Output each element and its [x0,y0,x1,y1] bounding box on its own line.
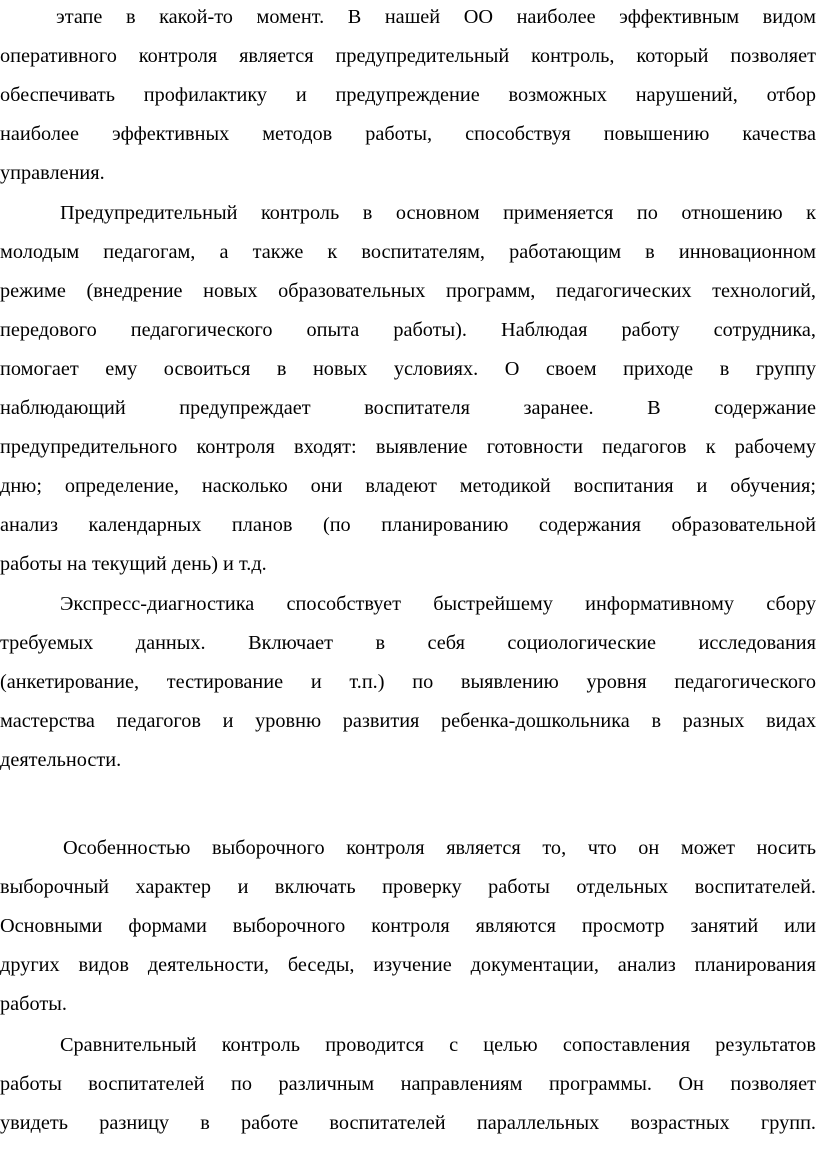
text-line: увидеть разницу в работе воспитателей параллельных возрастных групп. [0,1112,816,1134]
text-line: Экспресс-диагностика способствует быстрейшему информативному сбору [60,593,816,615]
text-line: режиме (внедрение новых образовательных программ, педагогических технологий, [0,280,816,302]
text-line: работы. [0,993,67,1015]
text-line: выборочный характер и включать проверку работы отдельных воспитателей. [0,876,816,898]
text-line: наиболее эффективных методов работы, способствуя повышению качества [0,123,816,145]
text-line: наблюдающий предупреждает воспитателя заранее. В содержание [0,397,816,419]
text-line: мастерства педагогов и уровню развития ребенка-дошкольника в разных видах [0,710,816,732]
text-line: передового педагогического опыта работы). Наблюдая работу сотрудника, [0,319,816,341]
text-line: (анкетирование, тестирование и т.п.) по выявлению уровня педагогического [0,671,816,693]
text-line: помогает ему освоиться в новых условиях. О своем приходе в группу [0,358,816,380]
text-line: Особенностью выборочного контроля является то, что он может носить [63,837,816,859]
text-line: дню; определение, насколько они владеют методикой воспитания и обучения; [0,475,816,497]
text-line: анализ календарных планов (по планированию содержания образовательной [0,514,816,536]
text-line: молодым педагогам, а также к воспитателям, работающим в инновационном [0,241,816,263]
text-line: Основными формами выборочного контроля являются просмотр занятий или [0,915,816,937]
text-line: управления. [0,162,105,184]
text-line: этапе в какой-то момент. В нашей ОО наиболее эффективным видом [56,6,816,28]
text-line: Сравнительный контроль проводится с целью сопоставления результатов [60,1034,816,1056]
text-line: оперативного контроля является предупредительный контроль, который позволяет [0,45,816,67]
text-line: предупредительного контроля входят: выявление готовности педагогов к рабочему [0,436,816,458]
text-line: обеспечивать профилактику и предупреждение возможных нарушений, отбор [0,84,816,106]
text-line: Предупредительный контроль в основном применяется по отношению к [60,202,816,224]
text-line: требуемых данных. Включает в себя социологические исследования [0,632,816,654]
text-line: деятельности. [0,749,122,771]
text-line: работы воспитателей по различным направлениям программы. Он позволяет [0,1073,816,1095]
text-line: других видов деятельности, беседы, изучение документации, анализ планирования [0,954,816,976]
text-line: работы на текущий день) и т.д. [0,553,267,575]
